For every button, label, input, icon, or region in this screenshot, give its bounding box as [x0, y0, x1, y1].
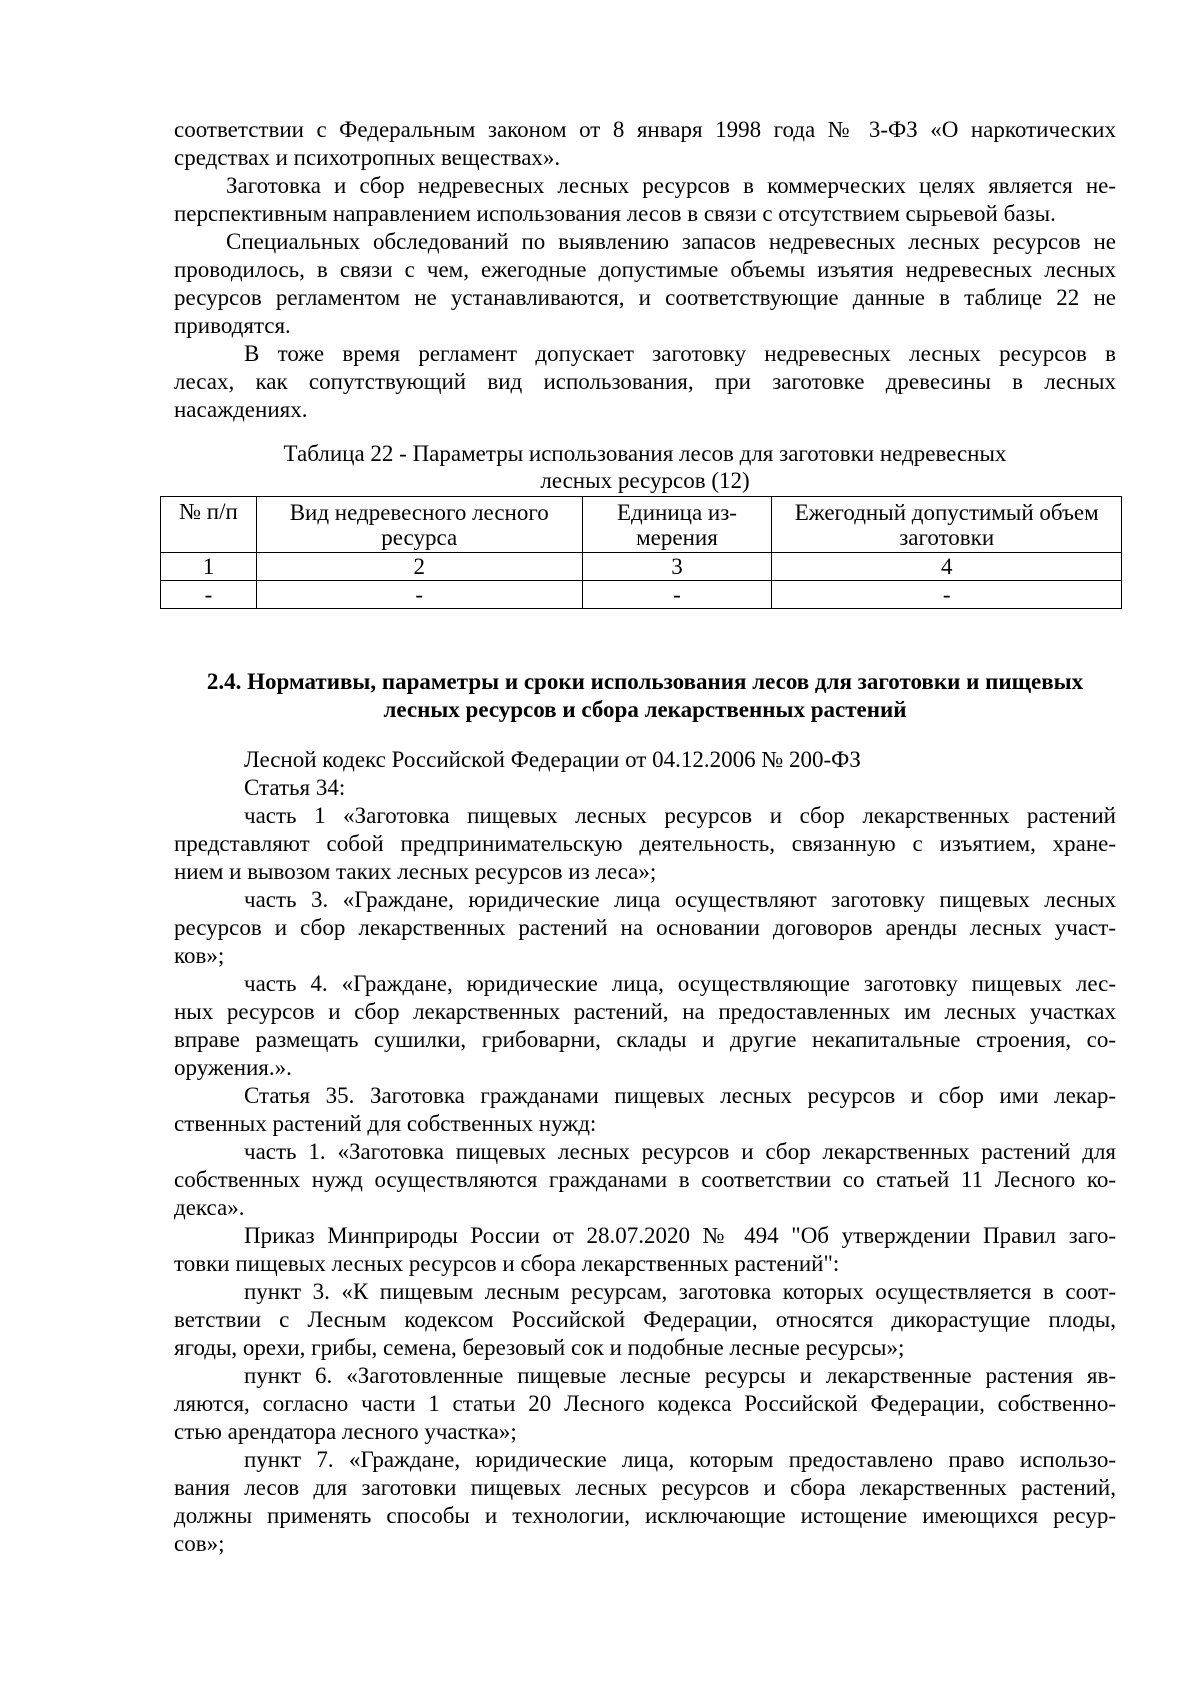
- text-line: Специальных обследований по выявлению запасов недревесных лесных ресурсов не: [226, 229, 1116, 254]
- table-number-row: [161, 553, 1122, 581]
- table-cell: -: [772, 581, 1122, 609]
- table-header-row: [161, 497, 1122, 553]
- text-line: ресурсов регламентом не устанавливаются, и соответствующие данные в таблице 22 не: [174, 285, 1116, 310]
- paragraph-part-4: [174, 970, 1116, 1082]
- text-line: средствах и психотропных веществах».: [174, 145, 561, 170]
- paragraph-forest-code: [174, 746, 1116, 774]
- text-line: стью арендатора лесного участка»;: [174, 1419, 517, 1444]
- text-line: должны применять способы и технологии, исключающие истощение имеющихся ресур-: [174, 1503, 1116, 1528]
- table-header-cell: [256, 497, 582, 553]
- table-caption: [174, 440, 1116, 494]
- table-cell: -: [582, 581, 772, 609]
- table-cell: 3: [582, 553, 772, 581]
- paragraph-part-3: [174, 886, 1116, 970]
- text-line: Статья 34:: [244, 775, 346, 800]
- text-line: насаждениях.: [174, 397, 308, 422]
- text-line: проводилось, в связи с чем, ежегодные допустимые объемы изъятия недревесных лесных: [174, 257, 1116, 282]
- paragraph-regulation-allows: [174, 340, 1116, 424]
- table-cell: 1: [161, 553, 257, 581]
- text-line: ляются, согласно части 1 статьи 20 Лесного кодекса Российской Федерации, собственно-: [174, 1391, 1116, 1416]
- text-line: представляют собой предпринимательскую деятельность, связанную с изъятием, хране-: [174, 831, 1116, 856]
- paragraph-item-7: [174, 1446, 1116, 1558]
- paragraph-art35-part-1: [174, 1138, 1116, 1222]
- text-line: часть 3. «Граждане, юридические лица осуществляют заготовку пищевых лесных: [244, 887, 1116, 912]
- text-line: оружения.».: [174, 1055, 292, 1080]
- paragraph-order-494: [174, 1222, 1116, 1278]
- table-row: [161, 581, 1122, 609]
- paragraph-part-1: [174, 802, 1116, 886]
- text-line: соответствии с Федеральным законом от 8 января 1998 года № 3-ФЗ «О наркотических: [174, 117, 1116, 142]
- table-cell: -: [256, 581, 582, 609]
- text-line: ков»;: [174, 943, 225, 968]
- text-line: приводятся.: [174, 313, 291, 338]
- text-line: ных ресурсов и сбор лекарственных растений, на предоставленных им лесных участках: [174, 999, 1116, 1024]
- text-line: собственных нужд осуществляются гражданами в соответствии со статьей 11 Лесного ко-: [174, 1167, 1116, 1192]
- text-line: ственных растений для собственных нужд:: [174, 1111, 597, 1136]
- text-line: пункт 3. «К пищевым лесным ресурсам, заготовка которых осуществляется в соот-: [244, 1279, 1116, 1304]
- header-text: мерения: [636, 524, 718, 550]
- paragraph-article-35: [174, 1082, 1116, 1138]
- text-line: В тоже время регламент допускает заготовку недревесных лесных ресурсов в: [244, 341, 1116, 366]
- text-line: вправе размещать сушилки, грибоварни, склады и другие некапитальные строения, со-: [174, 1027, 1116, 1052]
- table-22: [160, 496, 1122, 609]
- table-cell: -: [161, 581, 257, 609]
- text-line: ягоды, орехи, грибы, семена, березовый сок и подобные лесные ресурсы»;: [174, 1335, 905, 1360]
- text-line: Лесной кодекс Российской Федерации от 04.12.2006 № 200-ФЗ: [244, 747, 861, 772]
- text-line: часть 4. «Граждане, юридические лица, осуществляющие заготовку пищевых лес-: [244, 971, 1116, 996]
- table-header-cell: [772, 497, 1122, 553]
- paragraph-continuation: [174, 116, 1116, 172]
- text-line: часть 1 «Заготовка пищевых лесных ресурсов и сбор лекарственных растений: [244, 803, 1116, 828]
- heading-line: 2.4. Нормативы, параметры и сроки использования лесов для заготовки и пищевых: [206, 669, 1084, 694]
- table-caption-line: лесных ресурсов (12): [540, 468, 750, 493]
- header-text: ресурса: [381, 524, 458, 550]
- text-line: часть 1. «Заготовка пищевых лесных ресурсов и сбор лекарственных растений для: [244, 1139, 1116, 1164]
- table-header-cell: [161, 497, 257, 553]
- text-line: сов»;: [174, 1531, 225, 1556]
- section-heading: [174, 668, 1116, 724]
- text-line: Заготовка и сбор недревесных лесных ресурсов в коммерческих целях является не-: [226, 173, 1116, 198]
- header-text: заготовки: [899, 524, 995, 550]
- paragraph-special-surveys: [174, 228, 1116, 340]
- text-line: перспективным направлением использования лесов в связи с отсутствием сырьевой базы.: [174, 201, 1056, 226]
- paragraph-item-6: [174, 1362, 1116, 1446]
- text-line: декса».: [174, 1195, 245, 1220]
- text-line: вания лесов для заготовки пищевых лесных ресурсов и сбора лекарственных растений,: [174, 1475, 1116, 1500]
- text-line: пункт 7. «Граждане, юридические лица, которым предоставлено право использо-: [244, 1447, 1116, 1472]
- text-line: Приказ Минприроды России от 28.07.2020 № 494 "Об утверждении Правил заго-: [244, 1223, 1116, 1248]
- header-text: № п/п: [179, 499, 238, 524]
- paragraph-item-3: [174, 1278, 1116, 1362]
- table-cell: 4: [772, 553, 1122, 581]
- text-line: товки пищевых лесных ресурсов и сбора лекарственных растений":: [174, 1251, 840, 1276]
- table-caption-line: Таблица 22 - Параметры использования лесов для заготовки недревесных: [283, 441, 1007, 466]
- header-text: Единица из-: [616, 499, 737, 525]
- text-line: Статья 35. Заготовка гражданами пищевых лесных ресурсов и сбор ими лекар-: [244, 1083, 1116, 1108]
- heading-line: лесных ресурсов и сбора лекарственных растений: [383, 697, 907, 722]
- text-line: пункт 6. «Заготовленные пищевые лесные ресурсы и лекарственные растения яв-: [244, 1363, 1116, 1388]
- table-header-cell: [582, 497, 772, 553]
- paragraph-article-34: [174, 774, 1116, 802]
- paragraph-commercial-harvest: [174, 172, 1116, 228]
- text-line: ресурсов и сбор лекарственных растений на основании договоров аренды лесных участ-: [174, 915, 1116, 940]
- text-line: ветствии с Лесным кодексом Российской Федерации, относятся дикорастущие плоды,: [174, 1307, 1116, 1332]
- table-cell: 2: [256, 553, 582, 581]
- header-text: Вид недревесного лесного: [289, 499, 549, 525]
- text-line: лесах, как сопутствующий вид использования, при заготовке древесины в лесных: [174, 369, 1116, 394]
- text-line: нием и вывозом таких лесных ресурсов из леса»;: [174, 859, 657, 884]
- header-text: Ежегодный допустимый объем: [794, 499, 1099, 525]
